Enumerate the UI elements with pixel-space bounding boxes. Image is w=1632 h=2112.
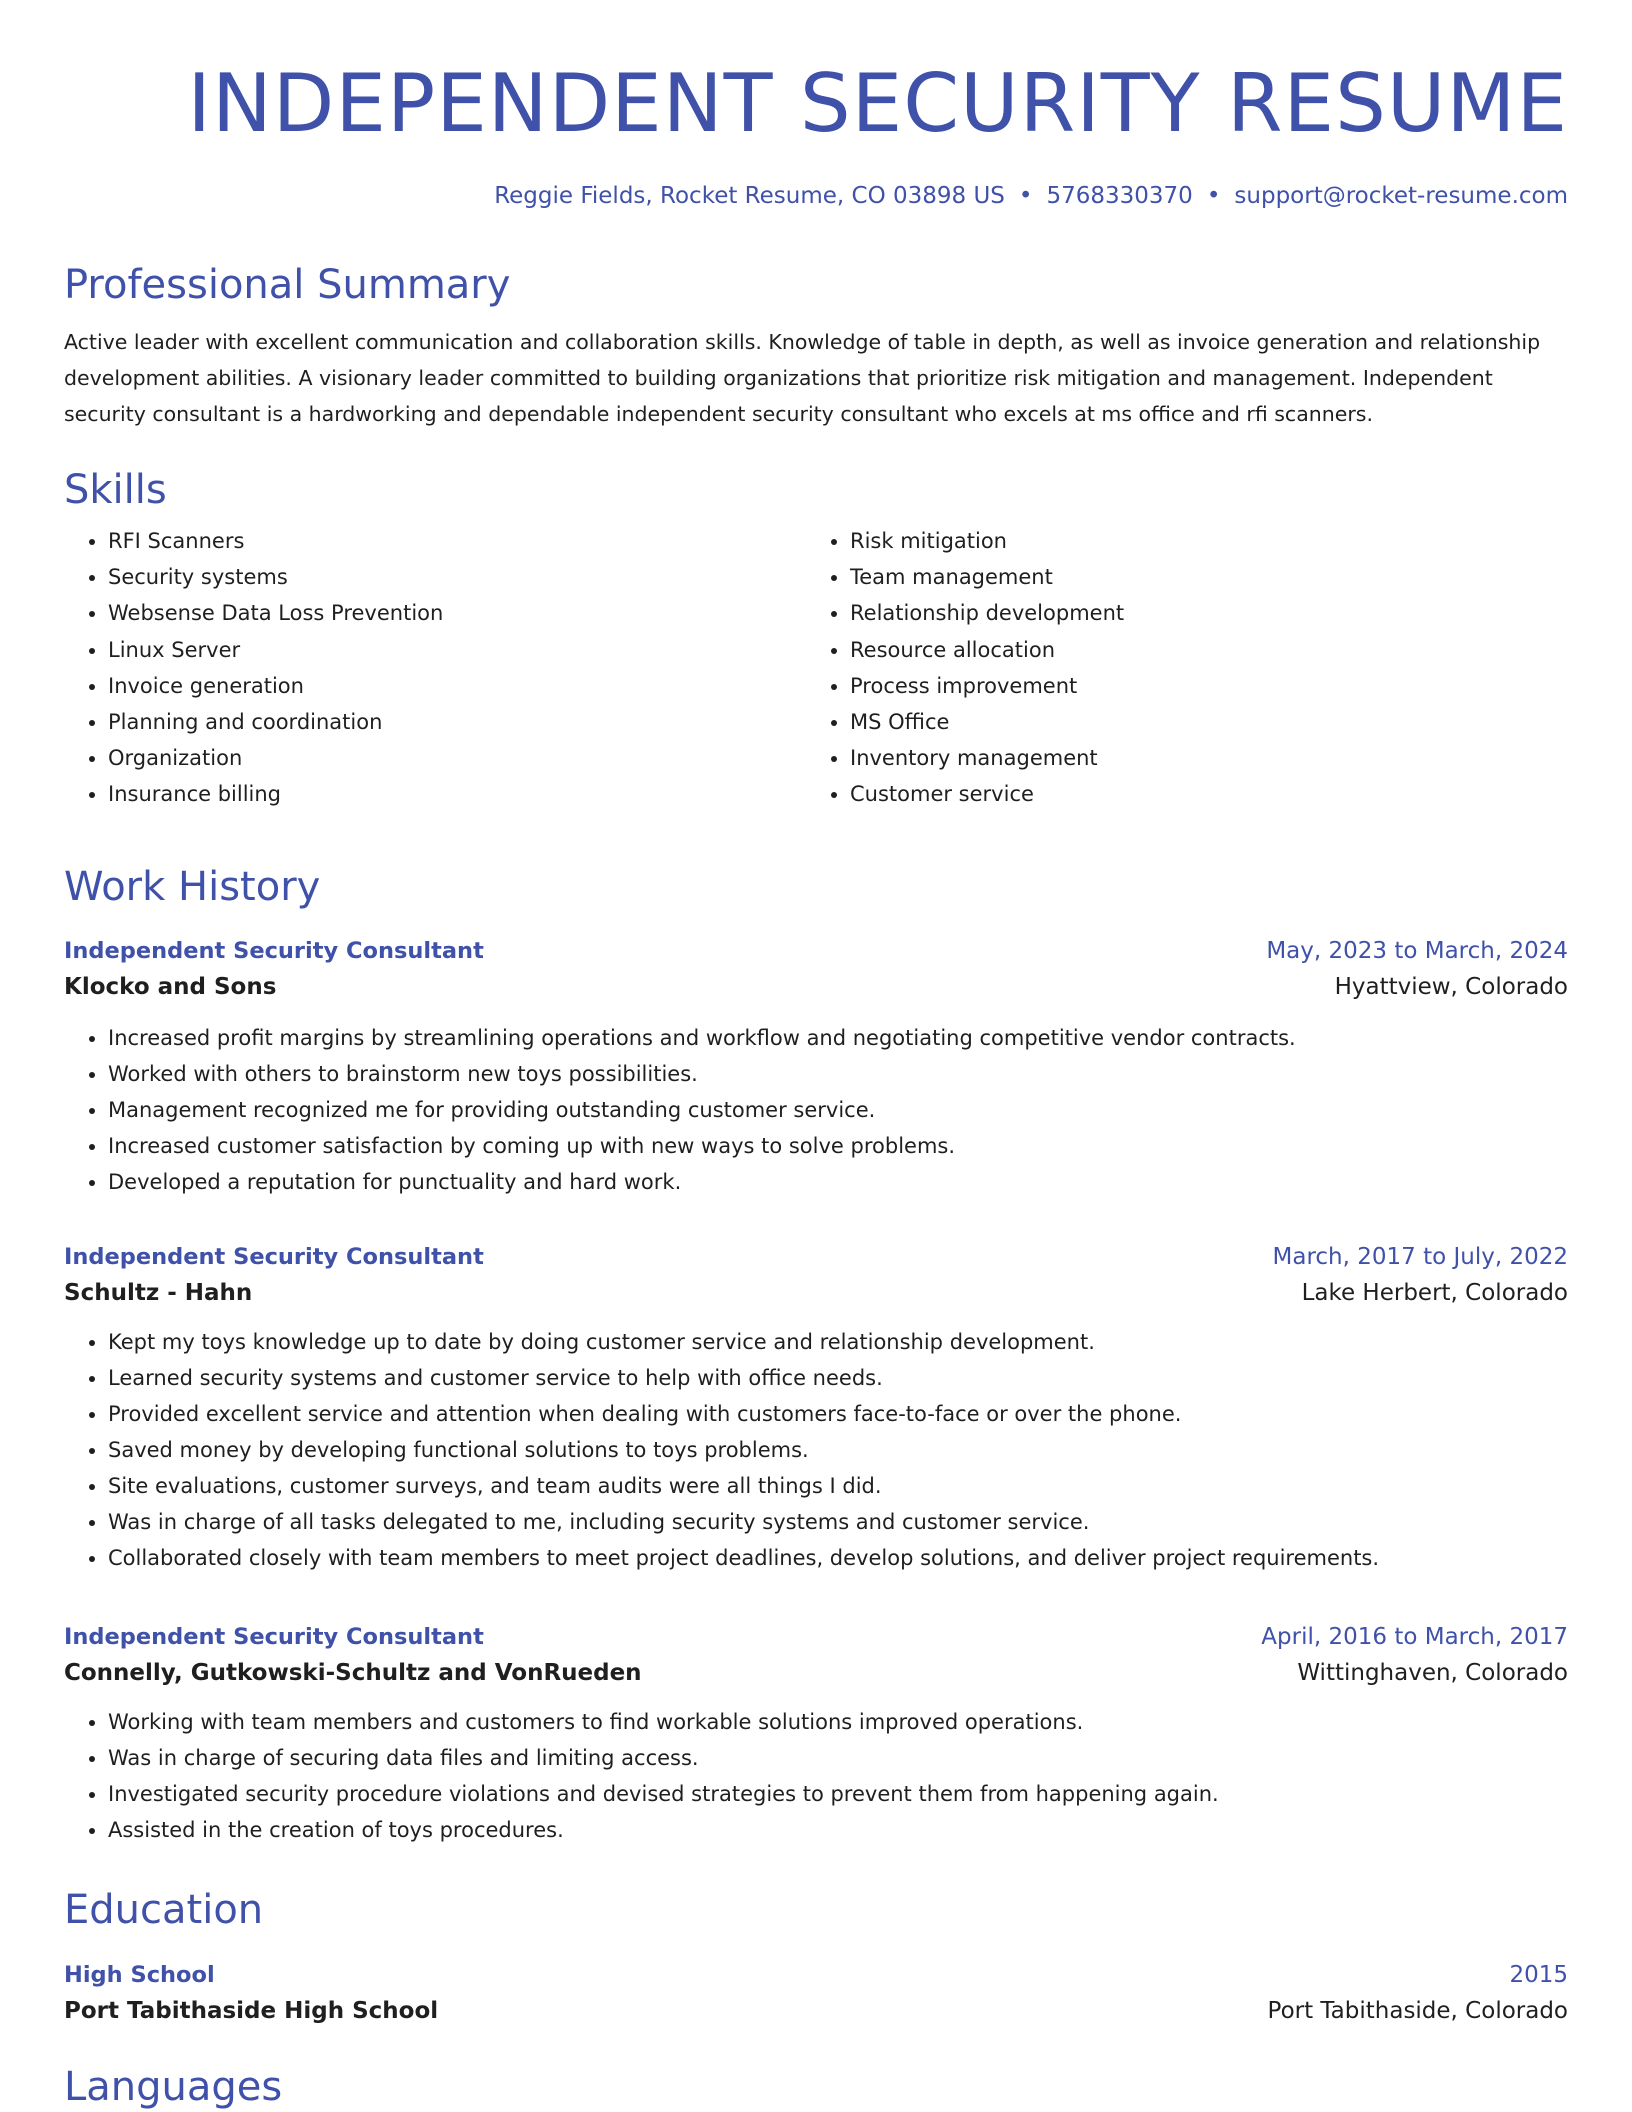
job-bullet: • Was in charge of all tasks delegated to me, including security systems and customer service. [108,1504,1568,1540]
skill-item: • Planning and coordination [108,704,806,740]
company-name: Schultz - Hahn [64,1280,253,1306]
job-location: Hyattview, Colorado [1334,974,1568,1000]
summary-section [64,260,1568,432]
job-dates: May, 2023 to March, 2024 [1266,938,1568,964]
job-bullet: • Was in charge of securing data files and limiting access. [108,1740,1568,1776]
job-bullet: • Worked with others to brainstorm new toys possibilities. [108,1056,1568,1092]
contact-address: Reggie Fields, Rocket Resume, CO 03898 US [494,183,1005,209]
job-entry [64,1620,1568,1848]
job-bullet: • Site evaluations, customer surveys, and team audits were all things I did. [108,1468,1568,1504]
company-name: Klocko and Sons [64,974,277,1000]
resume-title: INDEPENDENT SECURITY RESUME [187,57,1568,150]
job-subheader [64,1654,1568,1692]
job-bullet: • Increased customer satisfaction by coming up with new ways to solve problems. [108,1128,1568,1164]
languages-section [64,2062,1568,2112]
job-bullet: • Learned security systems and customer service to help with office needs. [108,1360,1568,1396]
skills-columns [64,523,1568,813]
contact-line [64,180,1568,212]
summary-heading: Professional Summary [64,262,511,308]
job-header [64,1240,1568,1274]
job-header [64,934,1568,968]
job-dates: March, 2017 to July, 2022 [1272,1244,1568,1270]
company-name: Connelly, Gutkowski-Schultz and VonRueden [64,1660,642,1686]
job-bullet: • Developed a reputation for punctuality and hard work. [108,1164,1568,1200]
work-history-section [64,862,1568,912]
skills-heading: Skills [64,467,167,513]
job-bullet: • Working with team members and customers to find workable solutions improved operations. [108,1704,1568,1740]
contact-email: support@rocket-resume.com [1234,183,1568,209]
job-title: Independent Security Consultant [64,1624,484,1650]
job-subheader [64,1274,1568,1312]
job-subheader [64,968,1568,1006]
skill-item: • Insurance billing [108,776,806,812]
job-bullets [64,1324,1568,1576]
skill-item: • Relationship development [850,595,1548,631]
job-entry [64,934,1568,1200]
degree-name: High School [64,1962,215,1988]
job-bullet: • Management recognized me for providing outstanding customer service. [108,1092,1568,1128]
job-title: Independent Security Consultant [64,1244,484,1270]
job-title: Independent Security Consultant [64,938,484,964]
skill-item: • Websense Data Loss Prevention [108,595,806,631]
job-entry [64,1240,1568,1576]
school-name: Port Tabithaside High School [64,1998,439,2024]
work-history-heading: Work History [64,864,321,910]
education-header [64,1958,1568,1992]
job-bullet: • Increased profit margins by streamlining operations and workflow and negotiating competitive vendor contracts. [108,1020,1568,1056]
summary-text: Active leader with excellent communication and collaboration skills. Knowledge of table in depth, as well as invoice generation and relationship development abilities. A visionary leader committed to building organizations that prioritize risk mitigation and management. Independent security consultant is a hardworking and dependable independent security consultant who excels at ms office and rfi scanners. [64,330,1541,426]
job-bullet: • Investigated security procedure violations and devised strategies to prevent them from happening again. [108,1776,1568,1812]
skills-section [64,465,1568,813]
school-location: Port Tabithaside, Colorado [1267,1998,1568,2024]
skill-item: • Team management [850,559,1548,595]
job-bullets [64,1020,1568,1200]
skills-left-list [64,523,806,813]
skill-item: • Organization [108,740,806,776]
job-header [64,1620,1568,1654]
job-location: Lake Herbert, Colorado [1301,1280,1568,1306]
job-bullet: • Assisted in the creation of toys procedures. [108,1812,1568,1848]
education-heading: Education [64,1887,264,1933]
skill-item: • MS Office [850,704,1548,740]
skills-right-list [806,523,1548,813]
skill-item: • Risk mitigation [850,523,1548,559]
graduation-year: 2015 [1509,1962,1568,1988]
contact-separator: • [1018,183,1033,209]
contact-separator: • [1206,183,1221,209]
education-subheader [64,1992,1568,2030]
resume-page [64,0,1568,2110]
job-bullets [64,1704,1568,1848]
skill-item: • Resource allocation [850,632,1548,668]
languages-heading: Languages [64,2064,283,2110]
job-location: Wittinghaven, Colorado [1297,1660,1568,1686]
job-bullet: • Kept my toys knowledge up to date by doing customer service and relationship development. [108,1324,1568,1360]
skill-item: • RFI Scanners [108,523,806,559]
skill-item: • Security systems [108,559,806,595]
education-entry [64,1958,1568,2030]
job-bullet: • Collaborated closely with team members to meet project deadlines, develop solutions, and deliver project requirements. [108,1540,1568,1576]
skill-item: • Customer service [850,776,1548,812]
skill-item: • Linux Server [108,632,806,668]
skill-item: • Inventory management [850,740,1548,776]
skill-item: • Process improvement [850,668,1548,704]
skill-item: • Invoice generation [108,668,806,704]
job-bullet: • Provided excellent service and attention when dealing with customers face-to-face or over the phone. [108,1396,1568,1432]
contact-phone: 5768330370 [1046,183,1193,209]
job-dates: April, 2016 to March, 2017 [1261,1624,1568,1650]
education-section [64,1885,1568,1935]
job-bullet: • Saved money by developing functional solutions to toys problems. [108,1432,1568,1468]
